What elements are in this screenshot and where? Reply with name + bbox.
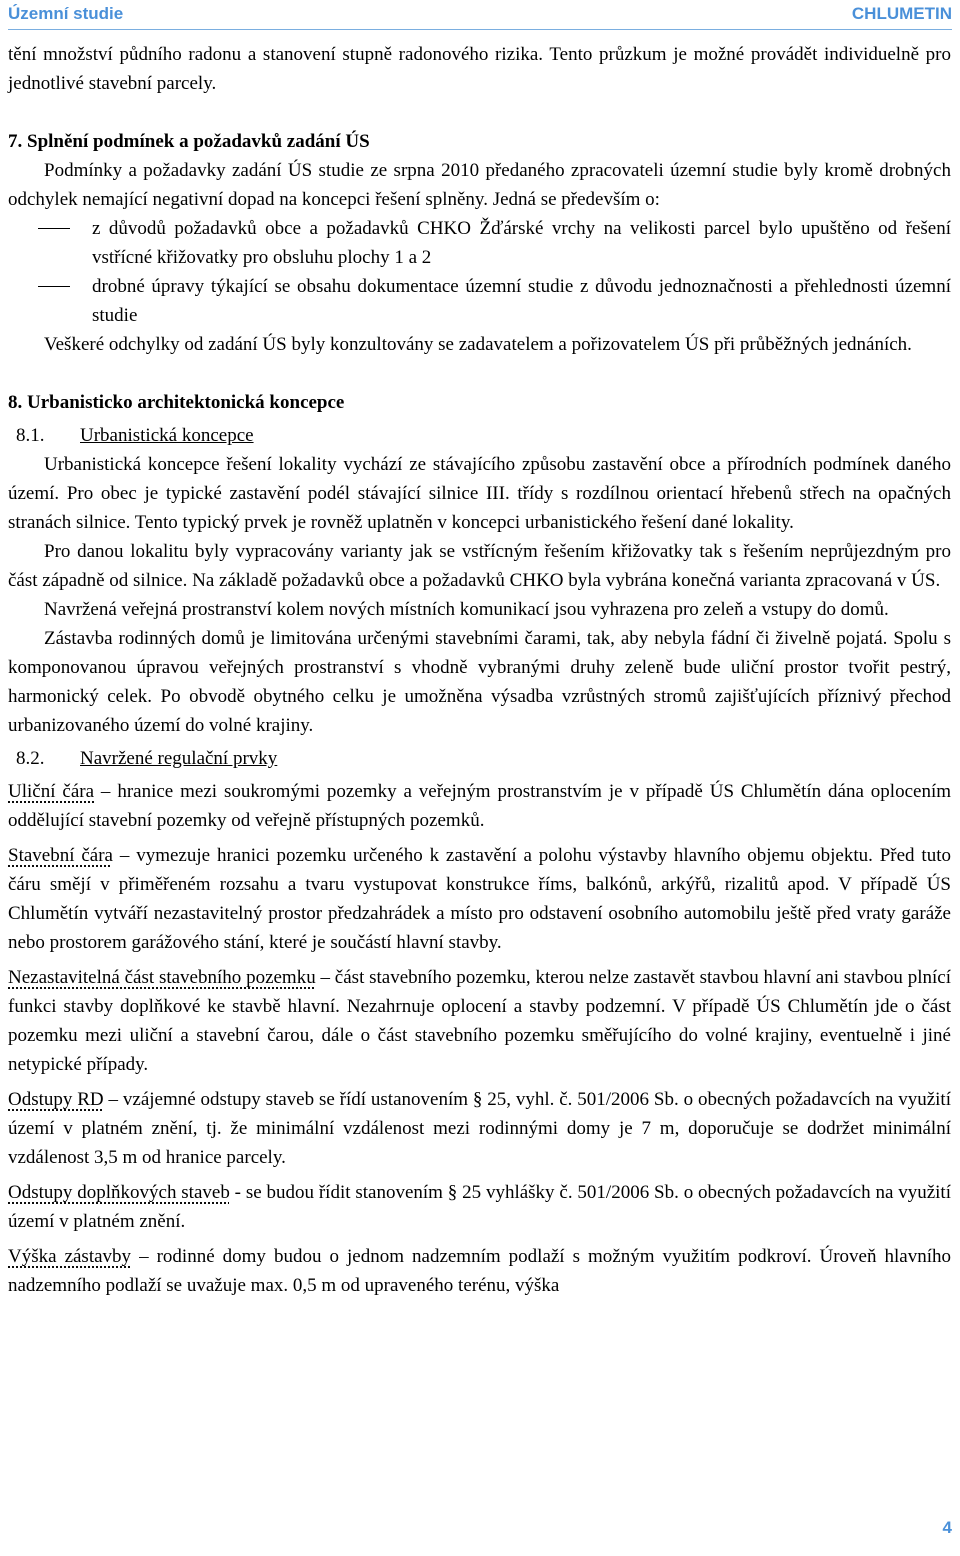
page-number: 4 [942, 1518, 952, 1537]
regulation-item [8, 1242, 951, 1300]
list-item [8, 272, 951, 330]
subsection-title: Urbanistická koncepce [80, 425, 254, 446]
regulation-text: - se budou řídit stanovením § 25 vyhlášky č. 501/2006 Sb. o obecných požadavcích na využití území v platném znění. [8, 1182, 951, 1232]
regulation-term: Výška zástavby [8, 1246, 132, 1267]
section-8-heading: 8. Urbanisticko architektonická koncepce [8, 392, 345, 413]
header-rule [8, 29, 952, 30]
regulation-item [8, 1178, 951, 1236]
regulation-term: Nezastavitelná část stavebního pozemku [8, 967, 316, 988]
regulation-term: Stavební čára [8, 845, 113, 866]
section-7-closing: Veškeré odchylky od zadání ÚS byly konzultovány se zadavatelem a pořizovatelem ÚS při průběžných jednáních. [44, 334, 912, 355]
dash-bullet [38, 286, 70, 287]
regulation-item [8, 963, 951, 1079]
intro-paragraph: tění množství půdního radonu a stanovení stupně radonového rizika. Tento průzkum je možné provádět individuelně pro jednotlivé stavební parcely. [8, 44, 951, 94]
regulation-text: – část stavebního pozemku, kterou nelze zastavět stavbou hlavní ani stavbou plnící funkci stavby doplňkové ke stavbě hlavní. Nezahrnuje oplocení a stavby podzemní. V případě ÚS Chlumětín jde o část pozemku mezi uliční a stavební čarou, dále o část stavebního pozemku směřujícího do volné krajiny, eventuelně i jiné netypické případy. [8, 967, 951, 1075]
regulation-term: Odstupy doplňkových staveb [8, 1182, 230, 1203]
regulation-term: Uliční čára [8, 781, 95, 802]
regulation-term: Odstupy RD [8, 1089, 104, 1110]
paragraph: Navržená veřejná prostranství kolem nových místních komunikací jsou vyhrazena pro zeleň a vstupy do domů. [44, 599, 889, 620]
paragraph: Urbanistická koncepce řešení lokality vychází ze stávajícího způsobu zastavění obce a přírodních podmínek daného území. Pro obec je typické zastavění podél stávající silnice III. třídy s rozdílnou orientací hřebenů střech na opačných stranách silnice. Tento typický prvek je rovněž uplatněn v koncepci urbanistického řešení dané lokality. [8, 454, 951, 533]
subsection-number: 8.1. [16, 425, 45, 446]
regulation-text: – vymezuje hranici pozemku určeného k zastavění a polohu výstavby hlavního objemu objektu. Před tuto čáru smějí v přiměřeném rozsahu a tvaru vystupovat konstrukce říms, balkónů, arkýřů, rizalitů apod. V případě ÚS Chlumětín vytváří nezastavitelný prostor předzahrádek a místo pro odstavení osobního automobilu ještě před vraty garáže nebo prostorem garážového stání, které je součástí hlavní stavby. [8, 845, 951, 953]
list-item-text: z důvodů požadavků obce a požadavků CHKO Žďárské vrchy na velikosti parcel bylo upuštěno od řešení vstřícné křižovatky pro obsluhu plochy 1 a 2 [92, 218, 951, 268]
regulation-text: – vzájemné odstupy staveb se řídí ustanovením § 25, vyhl. č. 501/2006 Sb. o obecných požadavcích na využití území v platném znění, tj. že minimální vzdálenost mezi rodinnými domy je 7 m, doporučuje se dodržet minimální vzdálenost 3,5 m od hranice parcely. [8, 1089, 951, 1168]
section-7-paragraph: Podmínky a požadavky zadání ÚS studie ze srpna 2010 předaného zpracovateli územní studie byly kromě drobných odchylek nemající negativní dopad na koncepci řešení splněny. Jedná se především o: [8, 160, 951, 210]
subsection-8-2-heading [8, 744, 951, 773]
document-body [8, 40, 951, 1306]
regulation-text: – rodinné domy budou o jednom nadzemním podlaží s možným využitím podkroví. Úroveň hlavního nadzemního podlaží se uvažuje max. 0,5 m od upraveného terénu, výška [8, 1246, 951, 1296]
list-item [8, 214, 951, 272]
paragraph: Zástavba rodinných domů je limitována určenými stavebními čarami, tak, aby nebyla fádní či živelně pojatá. Spolu s komponovanou úpravou veřejných prostranství s vhodně vybranými druhy zeleně bude uliční prostor tvořit pestrý, harmonický celek. Po obvodě obytného celku je umožněna výsadba vzrůstných stromů zajišťujících příznivý přechod urbanizovaného území do volné krajiny. [8, 628, 951, 736]
dash-bullet [38, 228, 70, 229]
regulation-item [8, 841, 951, 957]
subsection-number: 8.2. [16, 748, 45, 769]
list-item-text: drobné úpravy týkající se obsahu dokumentace územní studie z důvodu jednoznačnosti a přehlednosti územní studie [92, 276, 951, 326]
section-7-heading: 7. Splnění podmínek a požadavků zadání ÚS [8, 131, 370, 152]
paragraph: Pro danou lokalitu byly vypracovány varianty jak se vstřícným řešením křižovatky tak s řešením neprůjezdným pro část západně od silnice. Na základě požadavků obce a požadavků CHKO byla vybrána konečná varianta zpracovaná v ÚS. [8, 541, 951, 591]
subsection-8-1-heading [8, 421, 951, 450]
header-title: Územní studie [8, 4, 124, 23]
regulation-item [8, 777, 951, 835]
header-project: CHLUMETIN [851, 4, 952, 23]
subsection-title: Navržené regulační prvky [80, 748, 278, 769]
page-header [0, 0, 960, 30]
regulation-text: – hranice mezi soukromými pozemky a veřejným prostranstvím je v případě ÚS Chlumětín dána oplocením oddělující stavební pozemky od veřejně přístupných pozemků. [8, 781, 952, 831]
regulation-item [8, 1085, 951, 1172]
